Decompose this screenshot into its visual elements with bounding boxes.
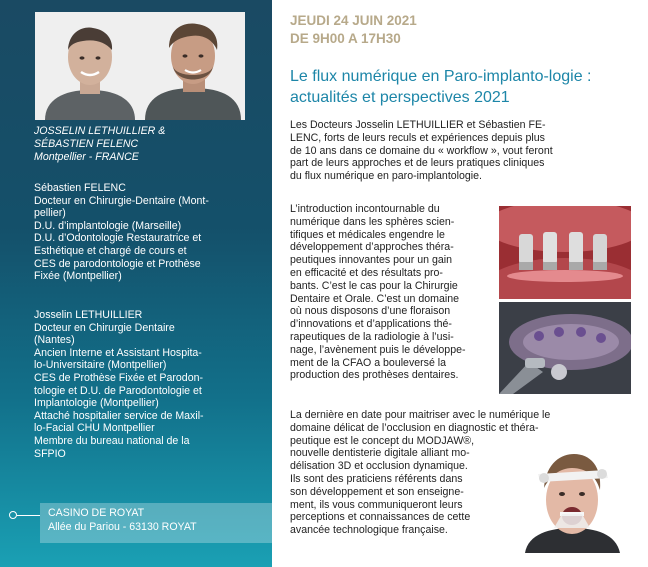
event-datetime — [290, 12, 417, 48]
intro-line: du flux numérique en paro-implantologie. — [290, 170, 482, 183]
intro-line: Les Docteurs Josselin LETHUILLIER et Sébastien FE- — [290, 119, 546, 131]
bio-lethuillier-line: (Nantes) — [34, 334, 75, 347]
venue-name: CASINO DE ROYAT — [48, 507, 145, 519]
digital-line: production des prothèses dentaires. — [290, 369, 459, 382]
digital-line: rapeutiques de la radiologie à l’usi- — [290, 330, 454, 343]
intro-line: LENC, forts de leurs reculs et expériences depuis plus — [290, 131, 545, 144]
modjaw-line: perceptions et connaissances de cette — [290, 511, 471, 524]
venue-address: Allée du Pariou - 63130 ROYAT — [48, 521, 197, 533]
bio-felenc-line: D.U. d’implantologie (Marseille) — [34, 219, 182, 232]
bio-felenc — [34, 182, 266, 283]
speakers-location: Montpellier - FRANCE — [34, 151, 139, 163]
speakers-photo — [35, 12, 245, 120]
intro-line: de 10 ans dans ce domaine du « workflow », vout feront — [290, 144, 553, 157]
modjaw-line: avancée technologique française. — [290, 524, 448, 537]
modjaw-line: délisation 3D et occlusion dynamique. — [290, 460, 468, 473]
intro-paragraph — [290, 119, 630, 183]
venue-info — [48, 506, 268, 534]
bio-lethuillier-line: SFPIO — [34, 447, 66, 460]
digital-line: en efficacité et des résultats pro- — [290, 266, 443, 279]
left-panel — [0, 0, 272, 567]
bio-lethuillier-line: lo-Facial CHU Montpellier — [34, 422, 155, 435]
modjaw-line: nouvelle dentisterie digitale alliant mo- — [290, 447, 470, 460]
digital-line: numérique dans les sphères scien- — [290, 215, 455, 228]
intro-line: part de leurs approches et de leurs pratiques cliniques — [290, 157, 545, 170]
bio-lethuillier-name: Josselin LETHUILLIER — [34, 309, 143, 321]
bio-lethuillier-line: Ancien Interne et Assistant Hospita- — [34, 346, 202, 359]
digital-paragraph — [290, 203, 490, 382]
implant-abutments-photo — [499, 206, 631, 299]
speakers-photo-illustration — [35, 12, 245, 120]
bio-felenc-line: Esthétique et chargé de cours et — [34, 244, 187, 257]
speakers-caption — [34, 125, 264, 164]
bio-felenc-line: Docteur en Chirurgie-Dentaire (Mont- — [34, 194, 209, 207]
digital-line: bants. C’est le cas pour la Chirurgie — [290, 279, 458, 292]
bio-felenc-line: pellier) — [34, 207, 66, 220]
digital-line: tifiques et médicales engendre le — [290, 228, 445, 241]
bio-lethuillier-line: Membre du bureau national de la — [34, 434, 190, 447]
bio-lethuillier-line: Attaché hospitalier service de Maxil- — [34, 409, 204, 422]
implant-abutments-illustration — [499, 206, 631, 299]
digital-line: ment de la CFAO a bouleversé la — [290, 356, 447, 369]
event-time: DE 9H00 A 17H30 — [290, 31, 401, 46]
modjaw-line: La dernière en date pour maitriser avec le numérique le — [290, 409, 551, 421]
speakers-names-line1: JOSSELIN LETHUILLIER & — [34, 125, 166, 137]
intraoral-scan-photo — [499, 302, 631, 394]
modjaw-patient-photo — [510, 448, 635, 553]
bio-lethuillier-line: tologie et D.U. de Parodontologie et — [34, 384, 202, 397]
modjaw-patient-illustration — [510, 448, 635, 553]
modjaw-line: Ils sont des praticiens référents dans — [290, 472, 463, 485]
digital-line: nage, l’avènement puis le développe- — [290, 343, 466, 356]
bio-felenc-name: Sébastien FELENC — [34, 182, 126, 194]
page-title: Le flux numérique en Paro-implanto-logie : actualités et perspectives 2021 — [290, 68, 592, 106]
digital-line: d’innovations et d’applications thé- — [290, 318, 452, 331]
bio-lethuillier-line: Docteur en Chirurgie Dentaire — [34, 321, 175, 334]
modjaw-line: ment, ils vous communiqueront leurs — [290, 498, 463, 511]
bio-lethuillier-line: CES de Prothèse Fixée et Parodon- — [34, 371, 204, 384]
modjaw-line: domaine délicat de l’occlusion en diagnostic et théra- — [290, 421, 539, 434]
event-date: JEUDI 24 JUIN 2021 — [290, 13, 417, 28]
speakers-names-line2: SÉBASTIEN FELENC — [34, 138, 139, 150]
bio-lethuillier-line: lo-Universitaire (Montpellier) — [34, 359, 167, 372]
modjaw-line: peutique est le concept du MODJAW®, — [290, 434, 475, 447]
digital-line: L’introduction incontournable du — [290, 203, 440, 215]
modjaw-line: son développement et son enseigne- — [290, 485, 464, 498]
bio-felenc-line: CES de parodontologie et Prothèse — [34, 257, 201, 270]
venue-connector-line — [17, 515, 40, 516]
digital-line: où nous disposons d’une floraison — [290, 305, 451, 318]
bio-felenc-line: Fixée (Montpellier) — [34, 270, 122, 283]
bio-lethuillier-line: Implantologie (Montpellier) — [34, 397, 159, 410]
bio-lethuillier — [34, 309, 266, 460]
intraoral-scan-illustration — [499, 302, 631, 394]
venue-bullet-icon — [9, 511, 17, 519]
digital-line: développement d’approches théra- — [290, 241, 454, 254]
digital-line: peutiques innovantes pour un gain — [290, 254, 452, 267]
bio-felenc-line: D.U. d’Odontologie Restauratrice et — [34, 232, 202, 245]
digital-line: Dentaire et Orale. C’est un domaine — [290, 292, 459, 305]
